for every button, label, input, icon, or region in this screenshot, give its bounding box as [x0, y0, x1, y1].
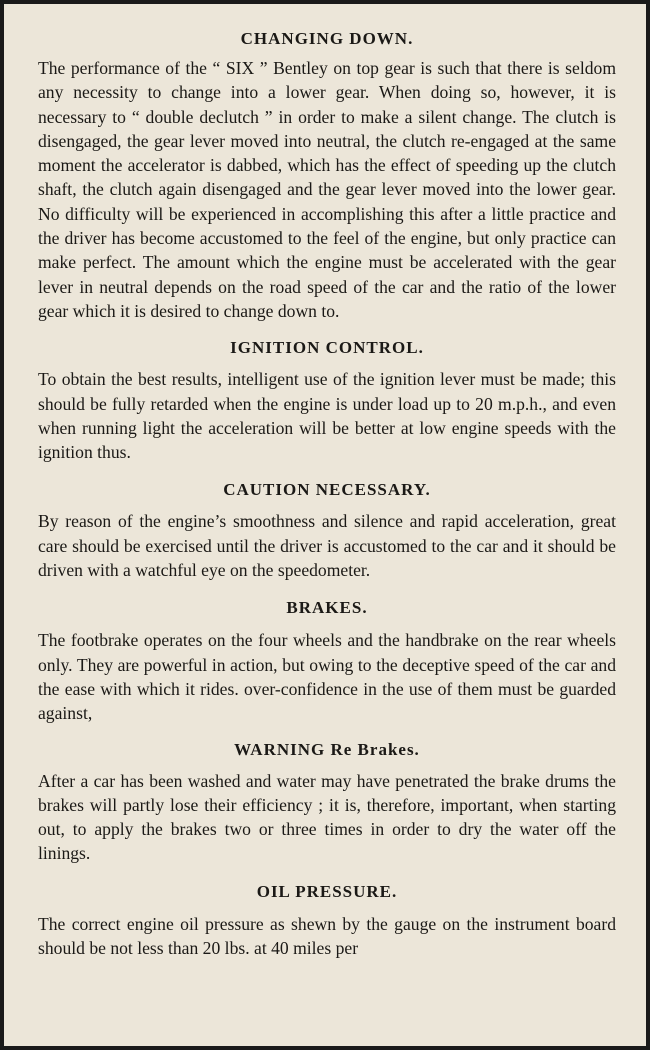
heading-caution-necessary: CAUTION NECESSARY.	[223, 480, 431, 500]
heading-brakes: BRAKES.	[286, 598, 368, 618]
paragraph-warning-brakes: After a car has been washed and water may have penetrated the brake drums the brakes will partly lose their efficiency ; it is, therefore, important, when starting out, to apply the brakes two or three times in order to dry the water off the linings.	[38, 770, 616, 864]
heading-warning-brakes: WARNING Re Brakes.	[234, 739, 420, 759]
paragraph-brakes: The footbrake operates on the four wheels and the handbrake on the rear wheels only. They are powerful in action, but owing to the deceptive speed of the car and the ease with which it rides. over-confidence in the use of them must be guarded against,	[38, 630, 616, 724]
heading-ignition-control: IGNITION CONTROL.	[230, 338, 424, 358]
paragraph-oil-pressure: The correct engine oil pressure as shewn by the gauge on the instrument board should be not less than 20 lbs. at 40 miles per	[38, 913, 616, 959]
heading-oil-pressure: OIL PRESSURE.	[256, 881, 398, 901]
paragraph-ignition-control: To obtain the best results, intelligent use of the ignition lever must be made; this should be fully retarded when the engine is under load up to 20 m.p.h., and even when running light the acceleration will be better at low engine speeds with the ignition thus.	[38, 369, 616, 463]
paragraph-changing-down: The performance of the “ SIX ” Bentley on top gear is such that there is seldom any necessity to change into a lower gear. When doing so, however, it is necessary to “ double declutch ” in order to make a silent change. The clutch is disengaged, the gear lever moved into neutral, the clutch re-engaged at the same moment the accelerator is dabbed, which has the effect of speeding up the clutch shaft, the clutch again disengaged and the gear lever moved into the lower gear. No difficulty will be experienced in accomplishing this after a little practice and the driver has become accustomed to the feel of the engine, but only practice can make perfect. The amount which the engine must be accelerated with the gear lever in neutral depends on the road speed of the car and the ratio of the lower gear which it is desired to change down to.	[38, 58, 616, 321]
heading-changing-down: CHANGING DOWN.	[240, 29, 414, 48]
book-page	[4, 4, 646, 1046]
paragraph-caution-necessary: By reason of the engine’s smoothness and silence and rapid acceleration, great care should be exercised until the driver is accustomed to the car and it should be driven with a watchful eye on the speedometer.	[38, 511, 616, 581]
